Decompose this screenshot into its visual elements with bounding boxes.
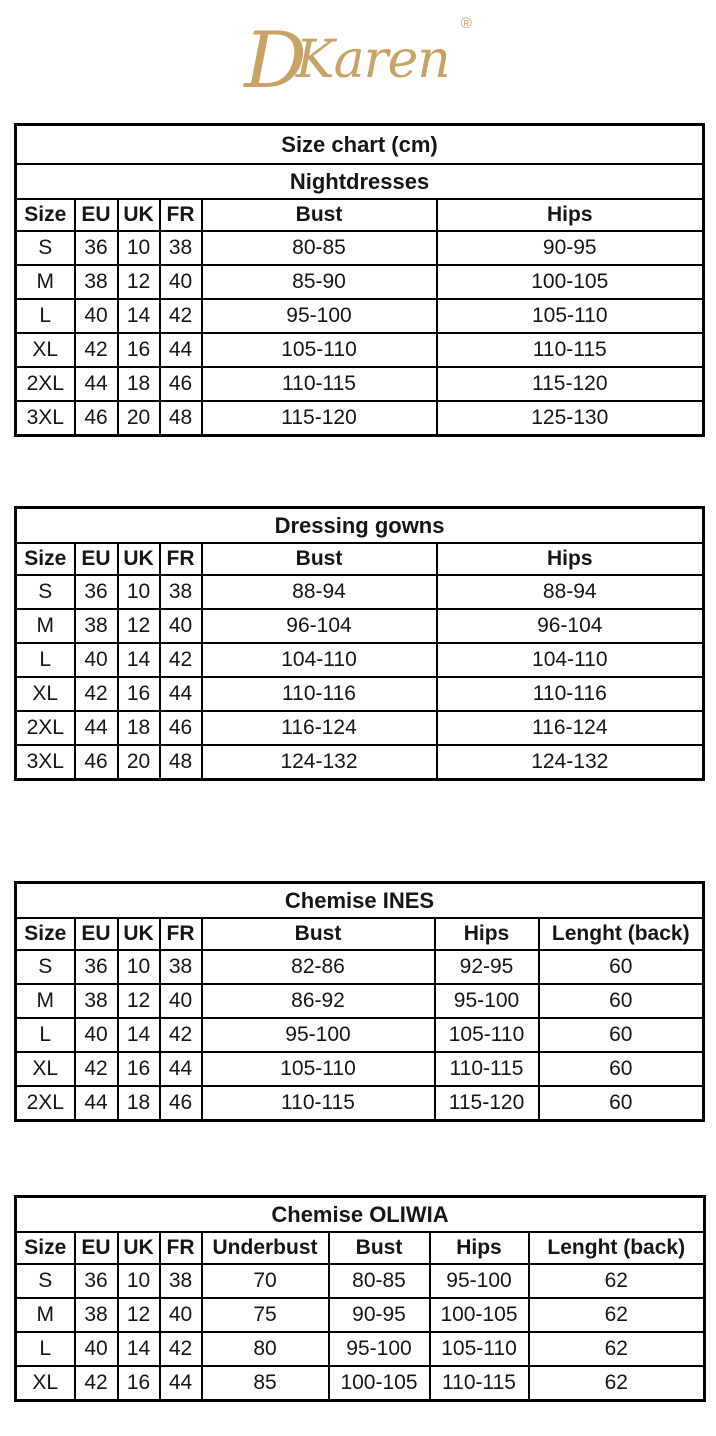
- registered-trademark-icon: ®: [460, 15, 472, 32]
- column-header-uk: UK: [118, 918, 160, 950]
- size-cell: L: [16, 1332, 75, 1366]
- value-cell: 44: [160, 1052, 202, 1086]
- value-cell: 16: [118, 333, 160, 367]
- value-cell: 100-105: [430, 1298, 529, 1332]
- column-header-bust: Bust: [202, 918, 435, 950]
- size-cell: 2XL: [16, 1086, 75, 1121]
- column-header-size: Size: [16, 543, 75, 575]
- size-cell: 2XL: [16, 367, 75, 401]
- value-cell: 36: [75, 950, 118, 984]
- value-cell: 18: [118, 711, 160, 745]
- table-title-row: [16, 164, 704, 199]
- value-cell: 105-110: [430, 1332, 529, 1366]
- value-cell: 46: [160, 1086, 202, 1121]
- column-header-bust: Bust: [202, 199, 437, 231]
- table-row: [16, 984, 704, 1018]
- column-header-eu: EU: [75, 543, 118, 575]
- size-cell: L: [16, 643, 75, 677]
- column-header-fr: FR: [160, 918, 202, 950]
- value-cell: 104-110: [437, 643, 704, 677]
- value-cell: 62: [529, 1366, 705, 1401]
- value-cell: 95-100: [430, 1264, 529, 1298]
- value-cell: 42: [160, 299, 202, 333]
- column-header-hips: Hips: [430, 1232, 529, 1264]
- table-row: [16, 401, 704, 436]
- value-cell: 18: [118, 1086, 160, 1121]
- value-cell: 46: [160, 367, 202, 401]
- table-title: Chemise INES: [16, 883, 704, 919]
- value-cell: 124-132: [202, 745, 437, 780]
- size-cell: S: [16, 1264, 75, 1298]
- value-cell: 92-95: [435, 950, 539, 984]
- value-cell: 40: [75, 299, 118, 333]
- value-cell: 42: [160, 1018, 202, 1052]
- value-cell: 110-116: [202, 677, 437, 711]
- value-cell: 20: [118, 745, 160, 780]
- value-cell: 96-104: [202, 609, 437, 643]
- column-header-uk: UK: [118, 543, 160, 575]
- brand-logo-initial: D: [244, 16, 306, 106]
- column-header-uk: UK: [118, 199, 160, 231]
- value-cell: 70: [202, 1264, 329, 1298]
- size-cell: 3XL: [16, 401, 75, 436]
- table-title-row: [16, 883, 704, 919]
- value-cell: 110-115: [435, 1052, 539, 1086]
- size-cell: L: [16, 1018, 75, 1052]
- column-header-bust: Bust: [329, 1232, 430, 1264]
- column-header-size: Size: [16, 1232, 75, 1264]
- value-cell: 62: [529, 1332, 705, 1366]
- table-title: Dressing gowns: [16, 508, 704, 544]
- value-cell: 16: [118, 677, 160, 711]
- column-header-bust: Bust: [202, 543, 437, 575]
- column-header-underbust: Underbust: [202, 1232, 329, 1264]
- value-cell: 14: [118, 643, 160, 677]
- value-cell: 42: [160, 643, 202, 677]
- value-cell: 16: [118, 1366, 160, 1401]
- value-cell: 38: [75, 1298, 118, 1332]
- value-cell: 100-105: [329, 1366, 430, 1401]
- size-table-dressing-gowns: [14, 506, 705, 781]
- column-header-size: Size: [16, 918, 75, 950]
- value-cell: 12: [118, 1298, 160, 1332]
- size-cell: M: [16, 265, 75, 299]
- value-cell: 60: [539, 1052, 704, 1086]
- value-cell: 104-110: [202, 643, 437, 677]
- table-row: [16, 711, 704, 745]
- value-cell: 44: [160, 1366, 202, 1401]
- value-cell: 40: [75, 643, 118, 677]
- value-cell: 38: [160, 575, 202, 609]
- value-cell: 40: [160, 1298, 202, 1332]
- column-header-fr: FR: [160, 543, 202, 575]
- value-cell: 95-100: [202, 299, 437, 333]
- value-cell: 62: [529, 1298, 705, 1332]
- column-header-hips: Hips: [437, 199, 704, 231]
- table-row: [16, 643, 704, 677]
- value-cell: 38: [75, 984, 118, 1018]
- value-cell: 110-115: [430, 1366, 529, 1401]
- table-row: [16, 1052, 704, 1086]
- value-cell: 60: [539, 1086, 704, 1121]
- table-row: [16, 1332, 705, 1366]
- value-cell: 20: [118, 401, 160, 436]
- value-cell: 75: [202, 1298, 329, 1332]
- value-cell: 46: [160, 711, 202, 745]
- table-row: [16, 231, 704, 265]
- value-cell: 12: [118, 984, 160, 1018]
- value-cell: 105-110: [435, 1018, 539, 1052]
- value-cell: 18: [118, 367, 160, 401]
- value-cell: 116-124: [202, 711, 437, 745]
- size-cell: S: [16, 231, 75, 265]
- value-cell: 115-120: [202, 401, 437, 436]
- column-header-row: [16, 199, 704, 231]
- value-cell: 10: [118, 231, 160, 265]
- column-header-eu: EU: [75, 918, 118, 950]
- value-cell: 85-90: [202, 265, 437, 299]
- value-cell: 100-105: [437, 265, 704, 299]
- brand-logo: [244, 15, 472, 106]
- size-cell: XL: [16, 1366, 75, 1401]
- value-cell: 38: [160, 950, 202, 984]
- value-cell: 46: [75, 401, 118, 436]
- size-cell: XL: [16, 1052, 75, 1086]
- column-header-hips: Hips: [435, 918, 539, 950]
- column-header-fr: FR: [160, 199, 202, 231]
- size-cell: M: [16, 1298, 75, 1332]
- table-title: Nightdresses: [16, 164, 704, 199]
- value-cell: 86-92: [202, 984, 435, 1018]
- size-table-nightdresses: [14, 123, 705, 437]
- value-cell: 105-110: [202, 1052, 435, 1086]
- value-cell: 38: [75, 265, 118, 299]
- size-cell: L: [16, 299, 75, 333]
- value-cell: 88-94: [202, 575, 437, 609]
- table-row: [16, 575, 704, 609]
- column-header-row: [16, 1232, 705, 1264]
- value-cell: 10: [118, 575, 160, 609]
- value-cell: 38: [160, 231, 202, 265]
- value-cell: 38: [160, 1264, 202, 1298]
- value-cell: 36: [75, 575, 118, 609]
- value-cell: 96-104: [437, 609, 704, 643]
- value-cell: 95-100: [329, 1332, 430, 1366]
- value-cell: 82-86: [202, 950, 435, 984]
- value-cell: 44: [160, 677, 202, 711]
- brand-logo-text: Karen: [295, 30, 450, 90]
- table-title-row: [16, 508, 704, 544]
- size-cell: M: [16, 984, 75, 1018]
- value-cell: 40: [160, 984, 202, 1018]
- value-cell: 14: [118, 1018, 160, 1052]
- column-header-row: [16, 918, 704, 950]
- value-cell: 10: [118, 950, 160, 984]
- size-cell: 3XL: [16, 745, 75, 780]
- size-cell: M: [16, 609, 75, 643]
- size-table-chemise-oliwia: [14, 1195, 706, 1402]
- table-row: [16, 609, 704, 643]
- value-cell: 40: [160, 265, 202, 299]
- value-cell: 124-132: [437, 745, 704, 780]
- value-cell: 90-95: [437, 231, 704, 265]
- table-row: [16, 299, 704, 333]
- value-cell: 16: [118, 1052, 160, 1086]
- value-cell: 36: [75, 1264, 118, 1298]
- table-title: Chemise OLIWIA: [16, 1197, 705, 1233]
- value-cell: 40: [75, 1332, 118, 1366]
- value-cell: 80-85: [329, 1264, 430, 1298]
- value-cell: 44: [75, 367, 118, 401]
- size-table-chemise-ines: [14, 881, 705, 1122]
- column-header-size: Size: [16, 199, 75, 231]
- value-cell: 105-110: [437, 299, 704, 333]
- size-cell: XL: [16, 677, 75, 711]
- value-cell: 10: [118, 1264, 160, 1298]
- value-cell: 60: [539, 984, 704, 1018]
- value-cell: 44: [75, 1086, 118, 1121]
- value-cell: 38: [75, 609, 118, 643]
- size-cell: S: [16, 575, 75, 609]
- value-cell: 12: [118, 609, 160, 643]
- table-row: [16, 265, 704, 299]
- value-cell: 110-115: [202, 367, 437, 401]
- value-cell: 62: [529, 1264, 705, 1298]
- value-cell: 95-100: [202, 1018, 435, 1052]
- table-row: [16, 745, 704, 780]
- value-cell: 42: [160, 1332, 202, 1366]
- value-cell: 60: [539, 1018, 704, 1052]
- value-cell: 42: [75, 333, 118, 367]
- value-cell: 60: [539, 950, 704, 984]
- column-header-lenght-back: Lenght (back): [529, 1232, 705, 1264]
- table-row: [16, 1086, 704, 1121]
- column-header-row: [16, 543, 704, 575]
- value-cell: 110-115: [437, 333, 704, 367]
- value-cell: 40: [160, 609, 202, 643]
- size-cell: XL: [16, 333, 75, 367]
- size-cell: 2XL: [16, 711, 75, 745]
- table-row: [16, 1366, 705, 1401]
- value-cell: 88-94: [437, 575, 704, 609]
- value-cell: 42: [75, 1052, 118, 1086]
- value-cell: 14: [118, 299, 160, 333]
- value-cell: 80-85: [202, 231, 437, 265]
- value-cell: 105-110: [202, 333, 437, 367]
- table-row: [16, 950, 704, 984]
- value-cell: 95-100: [435, 984, 539, 1018]
- value-cell: 115-120: [437, 367, 704, 401]
- value-cell: 115-120: [435, 1086, 539, 1121]
- value-cell: 125-130: [437, 401, 704, 436]
- column-header-fr: FR: [160, 1232, 202, 1264]
- value-cell: 80: [202, 1332, 329, 1366]
- column-header-eu: EU: [75, 1232, 118, 1264]
- table-row: [16, 1018, 704, 1052]
- value-cell: 46: [75, 745, 118, 780]
- table-super-title-row: [16, 125, 704, 165]
- table-title-row: [16, 1197, 705, 1233]
- value-cell: 48: [160, 401, 202, 436]
- value-cell: 48: [160, 745, 202, 780]
- value-cell: 85: [202, 1366, 329, 1401]
- size-cell: S: [16, 950, 75, 984]
- brand-header: [0, 0, 716, 122]
- value-cell: 40: [75, 1018, 118, 1052]
- value-cell: 44: [75, 711, 118, 745]
- value-cell: 44: [160, 333, 202, 367]
- value-cell: 116-124: [437, 711, 704, 745]
- value-cell: 42: [75, 677, 118, 711]
- column-header-lenght-back: Lenght (back): [539, 918, 704, 950]
- value-cell: 36: [75, 231, 118, 265]
- table-row: [16, 1264, 705, 1298]
- table-row: [16, 367, 704, 401]
- table-row: [16, 1298, 705, 1332]
- column-header-hips: Hips: [437, 543, 704, 575]
- column-header-uk: UK: [118, 1232, 160, 1264]
- value-cell: 110-116: [437, 677, 704, 711]
- value-cell: 14: [118, 1332, 160, 1366]
- table-row: [16, 333, 704, 367]
- column-header-eu: EU: [75, 199, 118, 231]
- value-cell: 42: [75, 1366, 118, 1401]
- value-cell: 90-95: [329, 1298, 430, 1332]
- value-cell: 110-115: [202, 1086, 435, 1121]
- table-super-title: Size chart (cm): [16, 125, 704, 165]
- value-cell: 12: [118, 265, 160, 299]
- table-row: [16, 677, 704, 711]
